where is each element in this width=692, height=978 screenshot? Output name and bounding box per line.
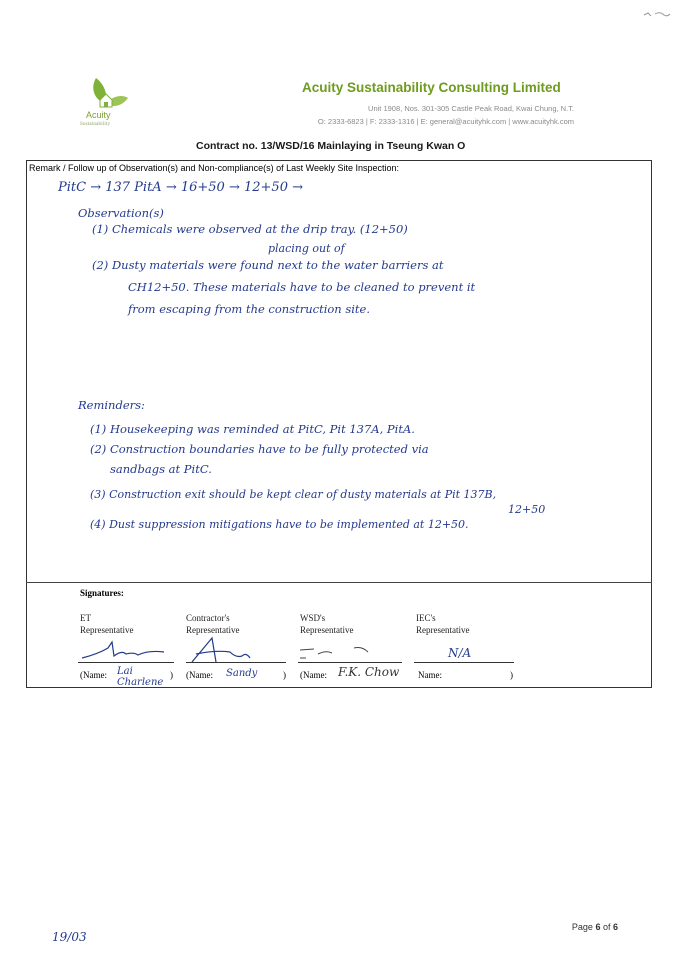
name-close-contractor: )	[283, 670, 286, 680]
company-contact: O: 2333-6823 | F: 2333-1316 | E: general@acuityhk.com | www.acuityhk.com	[317, 117, 574, 126]
contract-title: Contract no. 13/WSD/16 Mainlaying in Tseung Kwan O	[196, 140, 466, 152]
sig-line-et	[78, 662, 174, 663]
sig-line-wsd	[298, 662, 402, 663]
name-label-iec: Name:	[418, 670, 442, 680]
sig-role-et: ET Representative	[80, 613, 134, 635]
name-value-et: Lai Charlene	[117, 666, 164, 688]
signature-wsd-icon	[296, 640, 396, 662]
name-close-iec: )	[510, 670, 513, 680]
hw-observation-2-line3: from escaping from the construction site.	[128, 302, 371, 316]
name-label-wsd: (Name:	[300, 670, 327, 680]
signature-iec-na: N/A	[448, 646, 472, 660]
name-value-contractor: Sandy	[226, 668, 258, 679]
logo-subtext: Sustainability	[80, 122, 111, 127]
logo-text: Acuity	[86, 110, 111, 120]
hw-reminder-3: (3) Construction exit should be kept clear of dusty materials at Pit 137B,	[90, 488, 497, 501]
name-close-et: )	[170, 670, 173, 680]
corner-mark-icon	[642, 8, 672, 20]
hw-observation-2-line2: CH12+50. These materials have to be cleaned to prevent it	[128, 280, 476, 294]
sig-role-wsd: WSD's Representative	[300, 613, 354, 635]
hw-reminder-2-line1: (2) Construction boundaries have to be fully protected via	[90, 442, 429, 456]
hw-observation-2-line1: (2) Dusty materials were found next to the water barriers at	[92, 258, 444, 272]
hw-observation-1: (1) Chemicals were observed at the drip tray. (12+50)	[92, 222, 408, 236]
name-label-et: (Name:	[80, 670, 107, 680]
name-value-wsd: F.K. Chow	[338, 665, 400, 679]
name-label-contractor: (Name:	[186, 670, 213, 680]
hw-date: 19/03	[52, 930, 87, 944]
signature-et-icon	[78, 640, 168, 662]
page-number: Page 6 of 6	[571, 922, 618, 932]
signatures-title: Signatures:	[80, 588, 124, 598]
hw-reminders-title: Reminders:	[78, 398, 145, 412]
hw-reminder-3-sub: 12+50	[508, 503, 546, 516]
hw-locations: PitC → 137 PitA → 16+50 → 12+50 →	[58, 180, 303, 195]
hw-observations-title: Observation(s)	[78, 206, 164, 220]
sig-line-iec	[414, 662, 514, 663]
signature-divider	[26, 582, 652, 583]
hw-reminder-4: (4) Dust suppression mitigations have to be implemented at 12+50.	[90, 518, 469, 531]
company-name: Acuity Sustainability Consulting Limited	[302, 80, 561, 95]
remark-label: Remark / Follow up of Observation(s) and Non-compliance(s) of Last Weekly Site Inspection:	[29, 163, 399, 173]
hw-reminder-2-line2: sandbags at PitC.	[110, 462, 212, 476]
company-address: Unit 1908, Nos. 301-305 Castle Peak Road, Kwai Chung, N.T.	[368, 104, 574, 113]
sig-role-contractor: Contractor's Representative	[186, 613, 240, 635]
hw-reminder-1: (1) Housekeeping was reminded at PitC, Pit 137A, PitA.	[90, 422, 415, 436]
sig-line-contractor	[186, 662, 286, 663]
hw-observation-2-insert: placing out of	[268, 242, 345, 255]
sig-role-iec: IEC's Representative	[416, 613, 470, 635]
